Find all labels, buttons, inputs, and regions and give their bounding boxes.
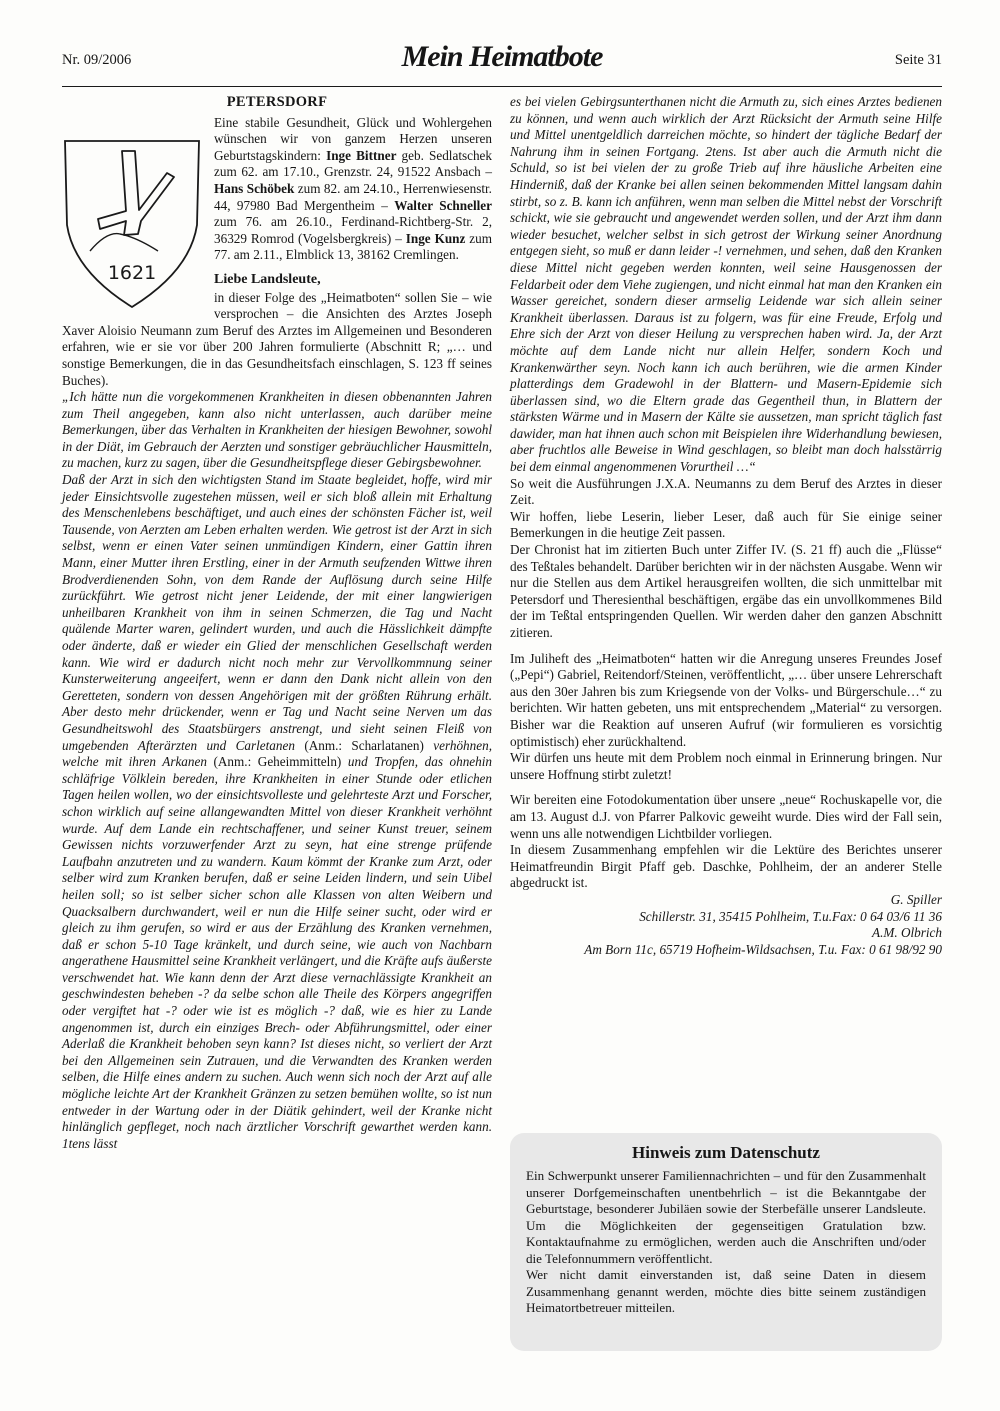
page-number: Seite 31 — [894, 52, 942, 68]
juliheft-paragraph: Im Juliheft des „Heimatboten“ hatten wir die Anregung unseres Freundes Josef („Pepi“) Gabriel, Reitendorf/Steinen, veröffentlicht, „… über unsere Lehrerschaft aus den 30er Jahren bis zum Kriegsende von der Volks- und Bürgerschule…“ zu berichten. Wir hatten gebeten, uns mit entsprechendem „Material“ zu versorgen. Bisher war die Reaktion auf unseren Aufruf (wir formulieren es vorsichtig optimistisch) eher zurückhaltend. — [510, 650, 942, 749]
closing-paragraph: So weit die Ausführungen J.X.A. Neumanns zu dem Beruf des Arztes in dieser Zeit. — [510, 475, 942, 508]
datenschutz-box — [510, 1133, 942, 1351]
section-heading-petersdorf: PETERSDORF — [226, 94, 328, 110]
birthday-paragraph: Eine stabile Gesundheit, Glück und Wohlergehen wünschen wir von ganzem Herzen unseren Geburtstagskindern: Inge Bittner geb. Sedlatschek zum 62. am 17.10., Grenzstr. 24, 91522 Ansbach – Hans Schöbek zum 82. am 24.10., Herrenwiesenstr. 44, 97980 Bad Mergentheim – Walter Schneller zum 76. am 26.10., Ferdinand-Richtberg-Str. 2, 36329 Romrod (Vogelsbergkreis) – Inge Kunz zum 77. am 2.11., Elmblick 13, 38162 Cremlingen. — [214, 114, 493, 263]
signature-name-1: G. Spiller — [890, 891, 942, 907]
signature-address-1: Schillerstr. 31, 35415 Pohlheim, T.u.Fax: 0 64 03/6 11 36 — [639, 908, 942, 924]
petersdorf-crest-icon — [62, 133, 202, 311]
reading-paragraph: In diesem Zusammenhang empfehlen wir die Lektüre des Berichtes unserer Heimatfreundin Birgit Pfaff geb. Daschke, Pohlheim, der an anderer Stelle abgedruckt ist. — [510, 842, 942, 891]
greeting: Liebe Landsleute, — [214, 271, 321, 287]
header-rule — [62, 86, 942, 87]
chronist-paragraph: Der Chronist hat im zitierten Buch unter Ziffer IV. (S. 21 ff) auch die „Flüsse“ des Teßtales behandelt. Darüber berichten wir in der nächsten Ausgabe. Wenn wir nur die Stellen aus dem Artikel herausgreifen wollten, die sich unmittelbar mit Petersdorf und Theresienthal beschäftigen, ergäbe das ein unvollkommenes Bild der im Teßtal entspringenden Quellen. Wir werden daher den ganzen Abschnitt zitieren. — [510, 542, 942, 640]
left-column — [62, 94, 492, 1152]
photo-paragraph: Wir bereiten eine Fotodokumentation über unsere „neue“ Rochuskapelle vor, die am 13. August d.J. von Pfarrer Palkovic geweiht wurde. Dies wird der Fall sein, wenn uns alle notwendigen Lichtbilder vorliegen. — [510, 792, 942, 841]
issue-number: Nr. 09/2006 — [62, 52, 132, 68]
datenschutz-body — [510, 1168, 942, 1317]
article-intro: in dieser Folge des „Heimatboten“ sollen Sie – wie versprochen – die Ansichten des Arztes Joseph Xaver Aloisio Neumann zum Beruf des Arztes im Allgemeinen und Besonderen erfahren, wie er sie vor über 200 Jahren formulierte (Abschnitt R; „… und sonstige Bemerkungen, die in das Gesundheitsfach einschlagen, S. 123 ff seines Buches). — [62, 289, 492, 388]
quote-paragraph-3: es bei vielen Gebirgsunterthanen nicht die Armuth zu, sich eines Arztes bedienen zu können, und wenn auch wirklich der Arzt Rücksicht der Armuth seine Hilfe und Mittel unentgeldlich darreichen möchte, so hindert der tägliche Bedarf der Nahrung ihm in seinen Fortgang. 2tens. Ist aber auch die Armuth nicht die Schuld, so ist bei vielen der zu große Trieb auf ihre häusliche Arbeiten eine Hinderniß, daß der Kranke bei allen seinen bekommenden Mittel langsam dahin stirbt, so z. B. kann ich anführen, wenn man selben die Mittel nebst der Vorschrift schickt, wie sie gebraucht und angewendet werden sollen, und der Arzt ihm dann wieder besuchet, welcher selbst in sich getrost der Wirkung seiner Anordnung entgegen sieht, so muß er dann leider -! vernehmen, und sehen, daß den Kranken diese Mittel nicht gegeben werden konnten, weil seine Hausgenossen der Feldarbeit oder dem Viehe zugiengen, und nicht einmal hat man den Kranken ein Wasser gereichet, sondern dieser armselig Leidende war sich allein seiner Krankheit überlassen. Daraus ist zu folgern, was für eine Freude, Erfolg und Ehre sich der Arzt von dieser Heilung zu versprechen haben wird. Ja, der Arzt möchte auf dem Lande nicht nur allein Helfer, sondern Koch und Krankenwärther seyn. Noch kann ich auch berühren, wie die armen Kinder platterdings dem Gradewohl in der Blattern- und Masern-Epidemie sich überlassen sind, wo die Eltern grade das Gegentheil thun, in Blattern der stärksten Wärme und in Masern der Kälte sie aussetzen, man spricht täglich fast dawider, man hat ihnen auch schon mit Beispielen ihre Widerhandlung bewiesen, aber fruchtlos alle Beweise in Wind geschlagen, so bleibt man doch halsstärrig bei dem einmal angenommenen Vorurtheil …“ — [510, 94, 942, 475]
masthead-logo: Mein Heimatbote — [401, 40, 603, 73]
reminder-paragraph: Wir dürfen uns heute mit dem Problem noch einmal in Erinnerung bringen. Nur unsere Hoffnung stirbt zuletzt! — [510, 750, 942, 782]
signature-address-2: Am Born 11c, 65719 Hofheim-Wildsachsen, T.u. Fax: 0 61 98/92 90 — [584, 941, 942, 957]
hope-paragraph: Wir hoffen, liebe Leserin, lieber Leser, daß auch für Sie einige seiner Bemerkungen in die heutige Zeit passen. — [510, 508, 942, 541]
page-header — [62, 40, 942, 84]
crest-year: 1621 — [107, 261, 157, 284]
quote-paragraph-1: „Ich hätte nun die vorgekommenen Krankheiten in diesen obbenannten Jahren zum Theil angegeben, kann also nicht unterlassen, auch darüber meine Bemerkungen, über das Verhalten in Krankheiten der hiesigen Bewohner, sowohl in der Diät, im Gebrauch der Aerzten und sonstiger gebräuchlicher Hausmitteln, zu machen, kurz zu sagen, über die Gesundheitspflege dieser Gebirgsbewohner. — [62, 389, 492, 471]
quote-paragraph-2: Daß der Arzt in sich den wichtigsten Stand im Staate begleidet, hoffe, wird mir jeder Einsichtsvolle zugestehen müssen, weil er sich bloß allein mit Erhaltung des Menschenlebens beschäftiget, und auch eines der schönsten Fächer ist, weil Tausende, von Aerzten am Leben erhalten werden. Wie getrost ist der Arzt in sich selbst, wenn er einen Vater seinen unmündigen Kindern, einer Gattin ihren Mann, einer Mutter ihren Erstling, einer in der Armuth seufzenden Wittwe ihren Brodverdienenden Sohn, von dem Rande der Auflösung durch seine Hilfe zurückführt. Wie getrost nicht jener Leidende, der mit einer langwierigen unheilbaren Krankheit von ihm in seinen Schmerzen, die Tag und Nacht quälende Marter waren, gelindert wurden, und auch die Hässlichkeit dämpfte oder änderte, daß er wieder ein Glied der menschlichen Gesellschaft werden kann. Wie wird er dadurch nicht noch mehr zur Vervollkommnung seiner Kunsterweiterung angeeifert, wenn er dann den Dank nicht allein von den Geretteten, sondern von dessen Angehörigen mit der größten Rührung erhält. Aber desto mehr drückender, wenn er Tag und Nacht seine Nerven um das Gesundheitswohl des Staatsbürgers anstrengt, und sieht seinen Fleiß von umgebenden Afterärzten und Carletanen (Anm.: Scharlatanen) verhöhnen, welche mit ihren Arkanen (Anm.: Geheimmitteln) und Tropfen, das ohnehin schläfrige Völklein bereden, ihre Krankheiten in einer Stunde oder etlichen Tagen heilen wollen, wo der einsichtsvolleste und gelehrteste Arzt und Forscher, schon wirklich auf seine allangewandten Mittel von dieser Krankheit verhöhnt wurde. Auf dem Lande ein rechtschaffener, und seiner Kunst treuer, seinem Gewissen nichts vorzuwerfender Arzt zu seyn, hat eine strenge prüfende Laufbahn anzutreten und zu wandern. Kaum kömmt der Kranke zum Arzt, oder selber wird zum Kranken berufen, daß er seine Leiden lindern, und sein Uibel heilen soll; so ist selber sicher schon alle Klassen von alten Weibern und Quacksalbern durchwandert, weil er nun die Hilfe seiner sucht, oder wird er gleich zu ihm gerufen, so wird er aus der Erzählung des Kranken vernehmen, daß er schon 5-10 Tage kränkelt, und durch seine, wie auch von Nachbarn angerathene Hausmittel seine Krankheit verlängert, und die Kräfte aufs äußerste verschwendet hat. Wie kann denn der Arzt diese vernachlässigte Krankheit an geschwindesten beheben -? da selbe schon alle Theile des Körpers angegriffen oder vergiftet hat -? oder wie ist es möglich -? daß, wie es hier zu Lande angenommen ist, durch ein einziges Brech- oder Abführungsmittel, oder einer Aderlaß die Krankheit behoben seyn kann? Ist dieses nicht, so verliert der Arzt bei den Allgemeinen sein Zutrauen, und die Verwandten des Kranken werden selben, die Hilfe eines andern zu suchen. Auch wenn sich noch der Arzt auf alle mögliche leichte Art der Krankheit Gränzen zu setzen bemühen wollte, so ist nun entweder in der Wartung oder in der Diätik gehindert, weil der Kranke nicht hinlänglich gepfleget, noch nach ärztlicher Vorschrift gewarthet werden kann. 1tens lässt — [62, 472, 492, 1151]
datenschutz-title: Hinweis zum Datenschutz — [632, 1143, 820, 1162]
right-column — [510, 94, 942, 958]
datenschutz-paragraph-1: Ein Schwerpunkt unserer Familiennachrichten – und für den Zusammenhalt unserer Dorfgemeinschaften unentbehrlich – ist die Bekanntgabe der Geburtstage, besonderer Jubiläen sowie der Sterbefälle unserer Landsleute. Um die Möglichkeiten der gegenseitigen Gratulation bzw. Kontaktaufnahme zu ermöglichen, werden auch die Anschriften und/oder die Telefonnummern veröffentlicht. — [526, 1168, 926, 1266]
signature-name-2: A.M. Olbrich — [872, 925, 942, 941]
datenschutz-paragraph-2: Wer nicht damit einverstanden ist, daß seine Daten in diesem Zusammenhang genannt werden, möchte dies bitte seinem zuständigen Heimatortbetreuer mitteilen. — [526, 1267, 926, 1315]
